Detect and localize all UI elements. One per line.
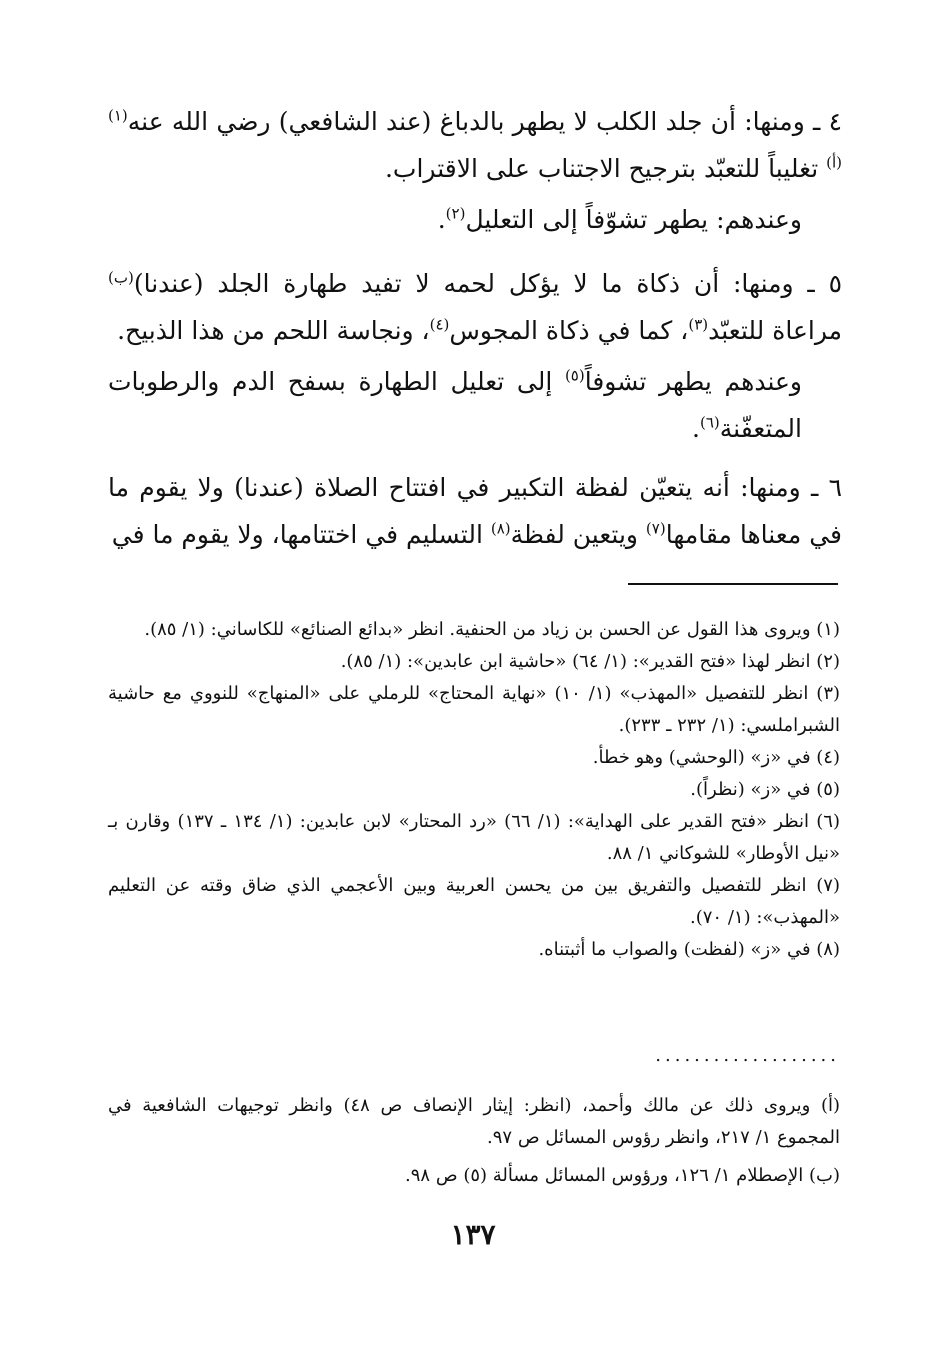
- footnote-ref-1: (١): [108, 106, 128, 125]
- note-ref-b: (ب): [108, 268, 134, 287]
- item-5-text-2: مراعاة للتعبّد: [708, 316, 842, 345]
- note-ref-a: (أ): [826, 153, 842, 172]
- item-4-continuation: تغليباً للتعبّد بترجيح الاجتناب على الاقتراب.: [384, 154, 819, 183]
- footnote-1: (١) ويروى هذا القول عن الحسن بن زياد من الحنفية. انظر «بدائع الصنائع» للكاساني: (١/ ٨٥).: [144, 619, 840, 640]
- footnote-8: (٨) في «ز» (لفظت) والصواب ما أثبتناه.: [538, 939, 840, 960]
- page-number-text: ١٣٧: [450, 1218, 496, 1251]
- footnote-ref-3: (٣): [688, 315, 709, 334]
- lettered-notes-list: [108, 1090, 840, 1192]
- dotted-separator: ...................: [655, 1045, 840, 1066]
- footnote-ref-8: (٨): [490, 519, 511, 538]
- item-6-text-1: ٦ ـ ومنها: أنه يتعيّن لفظة التكبير في افتتاح الصلاة (عندنا) ولا يقوم ما في معناها مقامها: [108, 473, 842, 549]
- footnote-ref-4: (٤): [429, 315, 450, 334]
- item-4-counter-end: .: [437, 205, 446, 234]
- item-5-text-4: ، ونجاسة اللحم من هذا الذبيح.: [117, 316, 430, 345]
- item-5-text-1: ٥ ـ ومنها: أن ذكاة ما لا يؤكل لحمه لا تفيد طهارة الجلد (عندنا): [133, 269, 842, 298]
- footnote-separator: [628, 583, 838, 585]
- item-6-text-2: ويتعين لفظة: [510, 520, 646, 549]
- page-number: [0, 1218, 946, 1251]
- item-6-paragraph: [108, 464, 842, 558]
- footnote-3: (٣) انظر للتفصيل «المهذب» (١/ ١٠) «نهاية المحتاج» للرملي على «المنهاج» للنووي مع حاشية الشبراملسي: (١/ ٢٣٢ ـ ٢٣٣).: [108, 683, 841, 736]
- footnote-ref-5: (٥): [564, 366, 585, 385]
- item-4-paragraph: [108, 98, 842, 192]
- item-5-paragraph: [108, 260, 842, 354]
- footnote-ref-6: (٦): [700, 413, 720, 432]
- item-5-text-3: ، كما في ذكاة المجوس: [449, 316, 689, 345]
- item-5-counter-1: وعندهم يطهر تشوفاً: [584, 367, 802, 396]
- footnote-5: (٥) في «ز» (نظراً).: [690, 779, 840, 800]
- item-4-counter-view: [108, 196, 802, 243]
- footnote-7: (٧) انظر للتفصيل والتفريق بين من يحسن العربية وبين الأعجمي الذي ضاق وقته عن التعليم «المهذب»: (١/ ٧٠).: [108, 875, 840, 928]
- footnote-6: (٦) انظر «فتح القدير على الهداية»: (١/ ٦٦) «رد المحتار» لابن عابدين: (١/ ١٣٤ ـ ١٣٧) وقارن بـ «نيل الأوطار» للشوكاني ١/ ٨٨.: [108, 811, 840, 864]
- item-4-text: ٤ ـ ومنها: أن جلد الكلب لا يطهر بالدباغ (عند الشافعي) رضي الله عنه: [127, 107, 842, 136]
- footnote-ref-7: (٧): [645, 519, 666, 538]
- item-4-counter-text: وعندهم: يطهر تشوّفاً إلى التعليل: [465, 205, 802, 234]
- lettered-note-b: (ب) الإصطلام ١/ ١٢٦، ورؤوس المسائل مسألة (٥) ص ٩٨.: [405, 1165, 840, 1186]
- lettered-note-a: (أ) ويروى ذلك عن مالك وأحمد، (انظر: إيثار الإنصاف ص ٤٨) وانظر توجيهات الشافعية في المجموع ١/ ٢١٧، وانظر رؤوس المسائل ص ٩٧.: [108, 1095, 840, 1148]
- footnote-4: (٤) في «ز» (الوحشي) وهو خطأ.: [592, 747, 840, 768]
- item-5-counter-view: [108, 358, 802, 452]
- item-5-counter-end: .: [692, 414, 700, 443]
- item-5-counter-2: إلى تعليل الطهارة بسفح الدم والرطوبات المتعفّنة: [108, 367, 802, 443]
- footnote-2: (٢) انظر لهذا «فتح القدير»: (١/ ٦٤) «حاشية ابن عابدين»: (١/ ٨٥).: [340, 651, 840, 672]
- footnote-ref-2: (٢): [445, 204, 466, 223]
- item-6-text-3: التسليم في اختتامها، ولا يقوم ما في: [111, 520, 491, 549]
- footnotes-list: [108, 614, 840, 966]
